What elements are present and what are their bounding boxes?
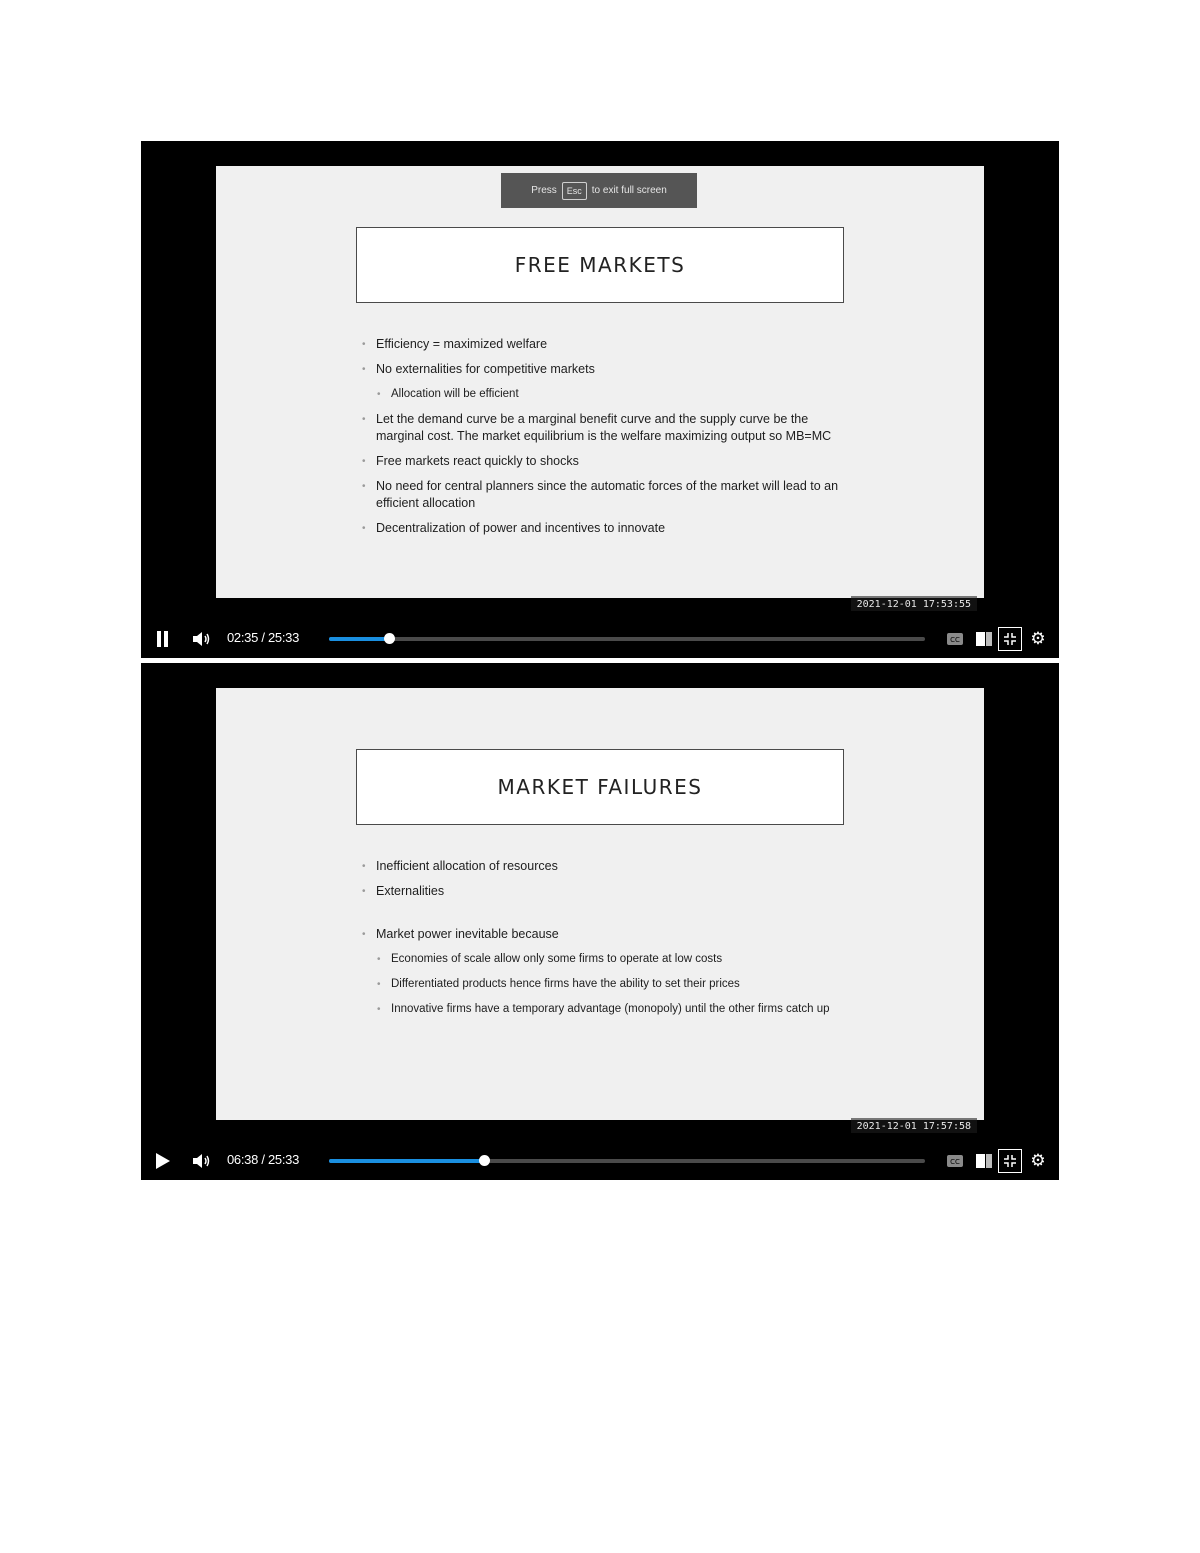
captions-button[interactable]: [946, 629, 964, 649]
bullet-text: No need for central planners since the automatic forces of the market will lead to an efficient allocation: [376, 479, 839, 510]
bullet-marker: •: [362, 861, 366, 872]
bullet-item: [362, 883, 846, 900]
video-player-1[interactable]: [141, 141, 1059, 658]
bullet-item: [362, 336, 846, 353]
bullet-text: Allocation will be efficient: [391, 388, 519, 400]
settings-icon: ⚙: [1030, 629, 1046, 648]
bullet-marker: •: [377, 979, 381, 990]
video-player-2[interactable]: [141, 663, 1059, 1180]
sub-bullet-item: [377, 976, 846, 993]
progress-bar[interactable]: [329, 1159, 925, 1163]
bullet-text: Free markets react quickly to shocks: [376, 454, 579, 468]
progress-bar[interactable]: [329, 637, 925, 641]
exit-fullscreen-button[interactable]: [998, 1149, 1022, 1173]
bullet-marker: •: [362, 929, 366, 940]
bullet-text: Efficiency = maximized welfare: [376, 337, 548, 351]
toast-press-text: Press: [531, 185, 557, 196]
layout-icon: [976, 632, 992, 646]
recording-timestamp: 2021-12-01 17:53:55: [851, 596, 977, 611]
bullet-text: Decentralization of power and incentives to innovate: [376, 521, 666, 535]
sub-bullet-item: [377, 951, 846, 968]
captions-button[interactable]: [946, 1151, 964, 1171]
svg-text:CC: CC: [950, 1158, 960, 1166]
bullet-marker: •: [362, 339, 366, 350]
slide: [216, 166, 984, 598]
bullet-text: Economies of scale allow only some firms to operate at low costs: [391, 953, 723, 965]
esc-key-hint: Esc: [562, 182, 587, 200]
bullet-marker: •: [362, 414, 366, 425]
slide-title-box: [356, 227, 844, 303]
slide-bullet-list: [362, 336, 846, 545]
settings-button[interactable]: [1028, 1151, 1048, 1171]
pause-icon: [157, 631, 169, 647]
bullet-item: [362, 411, 846, 445]
slide: [216, 688, 984, 1120]
bullet-text: Inefficient allocation of resources: [376, 859, 558, 873]
bullet-text: Externalities: [376, 884, 445, 898]
layout-icon: [976, 1154, 992, 1168]
bullet-marker: •: [362, 886, 366, 897]
bullet-text: Market power inevitable because: [376, 927, 559, 941]
time-display: 06:38 / 25:33: [227, 1152, 299, 1167]
bullet-item: [362, 453, 846, 470]
bullet-marker: •: [362, 456, 366, 467]
bullet-marker: •: [377, 1004, 381, 1015]
play-button[interactable]: [153, 1151, 173, 1171]
volume-icon: [193, 632, 211, 646]
svg-text:CC: CC: [950, 636, 960, 644]
bullet-text: No externalities for competitive markets: [376, 362, 595, 376]
recording-timestamp: 2021-12-01 17:57:58: [851, 1118, 977, 1133]
progress-handle[interactable]: [384, 633, 395, 644]
bullet-text: Let the demand curve be a marginal benefit curve and the supply curve be the marginal cost. The market equilibrium is the welfare maximizing output so MB=MC: [376, 412, 832, 443]
bullet-text: Innovative firms have a temporary advantage (monopoly) until the other firms catch up: [391, 1003, 830, 1015]
sub-bullet-item: [377, 386, 846, 403]
settings-button[interactable]: [1028, 629, 1048, 649]
progress-fill: [329, 1159, 484, 1163]
play-icon: [156, 1153, 170, 1169]
exit-fullscreen-button[interactable]: [998, 627, 1022, 651]
volume-icon: [193, 1154, 211, 1168]
exit-fullscreen-toast: [501, 173, 697, 208]
pause-button[interactable]: [153, 629, 173, 649]
volume-button[interactable]: [191, 1151, 213, 1171]
slide-title: MARKET FAILURES: [497, 775, 703, 799]
captions-icon: [947, 1155, 963, 1167]
progress-handle[interactable]: [479, 1155, 490, 1166]
player-controls: [141, 621, 1059, 657]
captions-icon: [947, 633, 963, 645]
bullet-item: [362, 926, 846, 943]
exit-fullscreen-icon: [1003, 1154, 1017, 1168]
layout-button[interactable]: [975, 1151, 993, 1171]
bullet-item: [362, 520, 846, 537]
player-controls: [141, 1143, 1059, 1179]
bullet-marker: •: [362, 364, 366, 375]
toast-rest-text: to exit full screen: [591, 185, 667, 196]
time-display: 02:35 / 25:33: [227, 630, 299, 645]
layout-button[interactable]: [975, 629, 993, 649]
bullet-marker: •: [362, 523, 366, 534]
bullet-marker: •: [377, 389, 381, 400]
bullet-item: [362, 361, 846, 378]
slide-title: FREE MARKETS: [514, 253, 686, 277]
bullet-marker: •: [377, 954, 381, 965]
bullet-item: [362, 858, 846, 875]
slide-title-box: [356, 749, 844, 825]
bullet-item: [362, 478, 846, 512]
settings-icon: ⚙: [1030, 1151, 1046, 1170]
slide-bullet-list: [362, 858, 846, 1026]
bullet-text: Differentiated products hence firms have the ability to set their prices: [391, 978, 740, 990]
volume-button[interactable]: [191, 629, 213, 649]
bullet-marker: •: [362, 481, 366, 492]
sub-bullet-item: [377, 1001, 846, 1018]
exit-fullscreen-icon: [1003, 632, 1017, 646]
progress-fill: [329, 637, 389, 641]
